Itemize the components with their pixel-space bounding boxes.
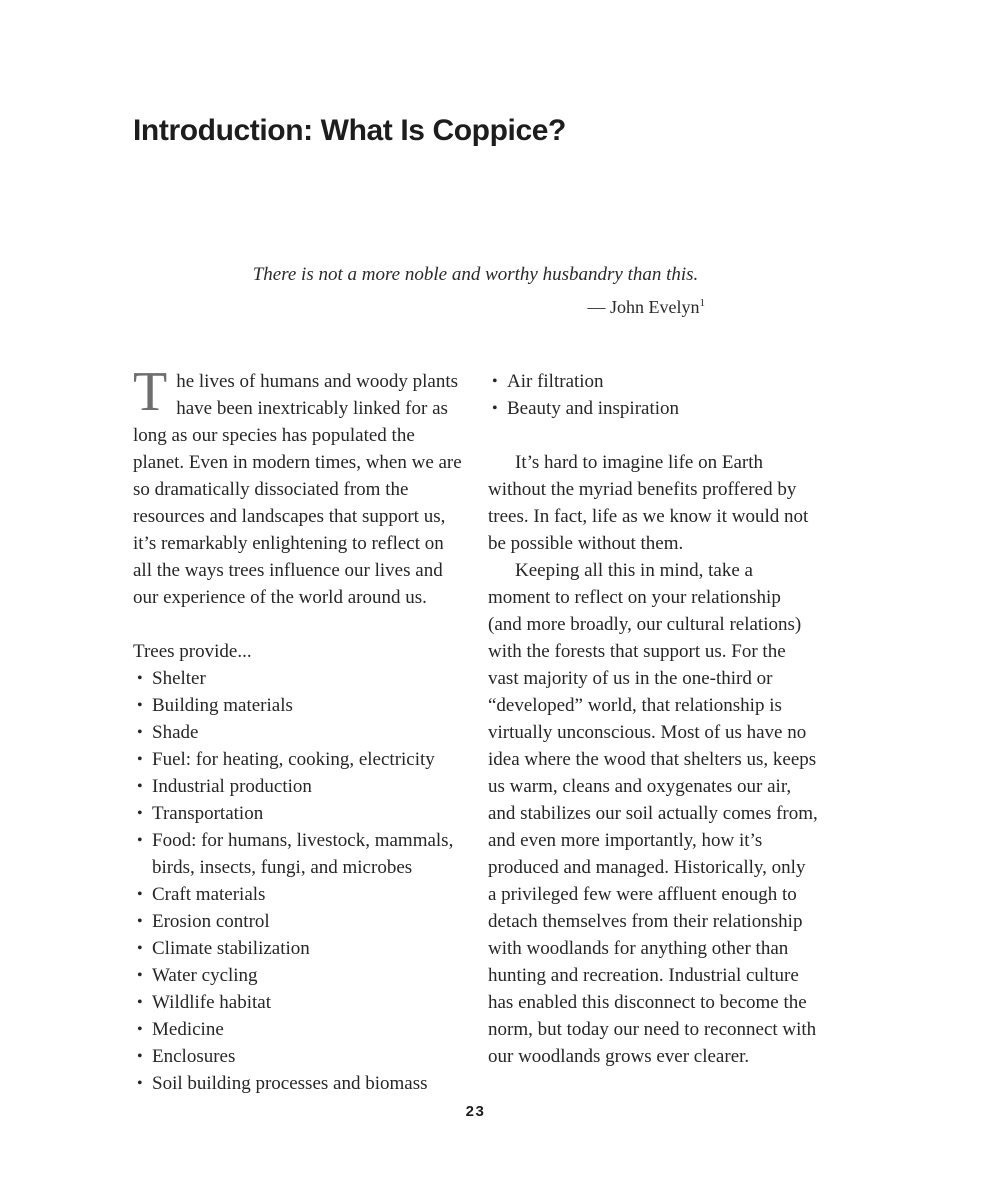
list-item: • Medicine (133, 1016, 463, 1043)
list-item: • Shade (133, 719, 463, 746)
list-item: • Industrial production (133, 773, 463, 800)
benefits-list-left (133, 665, 463, 1097)
epigraph-quote: There is not a more noble and worthy husbandry than this. (252, 264, 699, 285)
list-item: • Wildlife habitat (133, 989, 463, 1016)
list-intro: Trees provide... (133, 641, 252, 662)
list-item: • Beauty and inspiration (488, 395, 818, 422)
list-item: • Soil building processes and biomass (133, 1070, 463, 1097)
left-column (133, 361, 463, 1097)
list-item: • Water cycling (133, 962, 463, 989)
page-number: 23 (465, 1103, 486, 1120)
list-item: • Transportation (133, 800, 463, 827)
list-item: • Air filtration (488, 368, 818, 395)
opening-paragraph (133, 361, 463, 611)
list-item: • Climate stabilization (133, 935, 463, 962)
paragraph-benefits: It’s hard to imagine life on Earth without the myriad benefits proffered by trees. In fact, life as we know it would not be possible without them. (488, 452, 809, 554)
opening-paragraph-text: he lives of humans and woody plants have been inextricably linked for as long as our species has populated the planet. Even in modern times, when we are so dramatically dissociated from the resources and landscapes that support us, it’s remarkably enlightening to reflect on all the ways trees influence our lives and our experience of the world around us. (133, 371, 462, 608)
chapter-title: Introduction: What Is Coppice? (133, 114, 566, 147)
list-item: • Food: for humans, livestock, mammals, birds, insects, fungi, and microbes (133, 827, 463, 881)
attribution-text: — John Evelyn (587, 297, 700, 317)
list-item: • Building materials (133, 692, 463, 719)
benefits-list-right (488, 368, 818, 422)
list-item: • Fuel: for heating, cooking, electricity (133, 746, 463, 773)
paragraph-reflection: Keeping all this in mind, take a moment to reflect on your relationship (and more broadly, our cultural relations) with the forests that support us. For the vast majority of us in the one-third or “developed” world, that relationship is virtually unconscious. Most of us have no idea where the wood that shelters us, keeps us warm, cleans and oxygenates our air, and stabilizes our soil actually comes from, and even more importantly, how it’s produced and managed. Historically, only a privileged few were affluent enough to detach themselves from their relationship with woodlands for anything other than hunting and recreation. Industrial culture has enabled this disconnect to become the norm, but today our need to reconnect with our woodlands grows ever clearer. (488, 560, 818, 1067)
list-item: • Craft materials (133, 881, 463, 908)
epigraph (133, 263, 818, 318)
list-item: • Enclosures (133, 1043, 463, 1070)
two-column-body (133, 361, 818, 1097)
right-column (488, 368, 818, 1097)
list-item: • Erosion control (133, 908, 463, 935)
epigraph-attribution (133, 297, 705, 318)
drop-cap: T (133, 361, 168, 423)
list-item: • Shelter (133, 665, 463, 692)
footnote-marker: 1 (699, 297, 705, 309)
